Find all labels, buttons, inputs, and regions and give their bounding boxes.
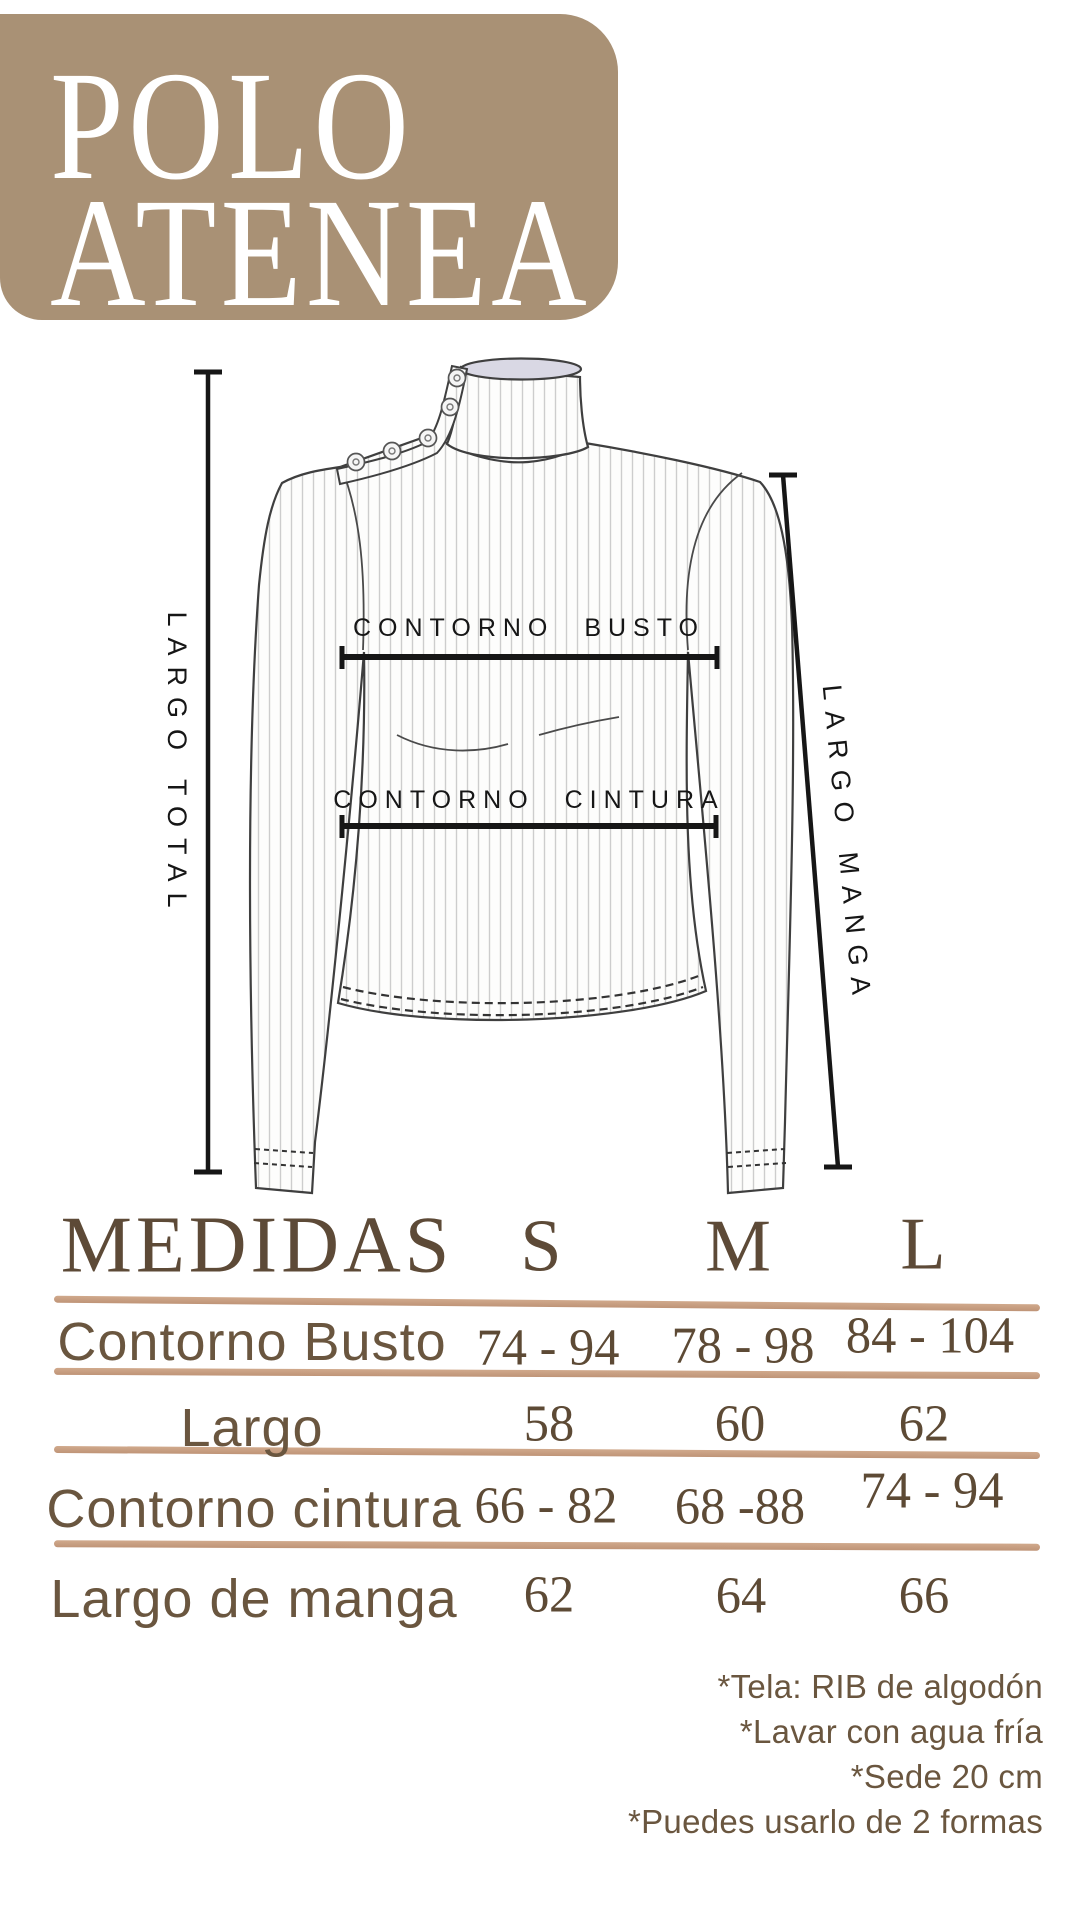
cell-busto-m: 78 - 98 — [671, 1317, 815, 1375]
table-title: MEDIDAS — [60, 1201, 454, 1290]
row-label-contorno-busto: Contorno Busto — [57, 1312, 447, 1372]
collar-opening — [461, 359, 581, 380]
care-notes — [628, 1664, 1043, 1844]
note-two-ways: *Puedes usarlo de 2 formas — [627, 1803, 1043, 1840]
cell-manga-s: 62 — [523, 1566, 575, 1624]
size-column-s: S — [520, 1205, 562, 1288]
largo-total-line — [194, 372, 222, 1172]
size-column-m: M — [705, 1205, 771, 1288]
cell-cintura-m: 68 -88 — [674, 1478, 806, 1536]
cell-busto-l: 84 - 104 — [845, 1307, 1015, 1365]
note-fabric: *Tela: RIB de algodón — [717, 1668, 1043, 1705]
product-title-line1: POLO — [50, 39, 414, 212]
cell-manga-m: 64 — [715, 1567, 767, 1625]
row-label-largo: Largo — [180, 1398, 324, 1458]
cell-cintura-l: 74 - 94 — [860, 1462, 1004, 1520]
cell-busto-s: 74 - 94 — [476, 1319, 620, 1377]
product-title-line2: ATENEA — [50, 166, 592, 339]
row-label-largo-de-manga: Largo de manga — [50, 1569, 458, 1629]
cell-manga-l: 66 — [898, 1567, 950, 1625]
contorno-busto-label: CONTORNO BUSTO — [353, 614, 705, 642]
cell-largo-s: 58 — [523, 1395, 575, 1453]
cell-largo-m: 60 — [714, 1395, 766, 1453]
contorno-cintura-label: CONTORNO CINTURA — [333, 786, 725, 814]
largo-total-label: LARGO TOTAL — [162, 611, 192, 919]
cell-largo-l: 62 — [898, 1395, 950, 1453]
largo-manga-label: LARGO MANGA — [816, 683, 878, 1007]
note-slit: *Sede 20 cm — [850, 1758, 1043, 1795]
cell-cintura-s: 66 - 82 — [474, 1477, 618, 1535]
size-column-l: L — [900, 1203, 946, 1286]
cuff-stitching — [254, 1149, 786, 1167]
row-label-contorno-cintura: Contorno cintura — [46, 1479, 462, 1539]
note-wash: *Lavar con agua fría — [739, 1713, 1043, 1750]
collar — [447, 359, 588, 459]
